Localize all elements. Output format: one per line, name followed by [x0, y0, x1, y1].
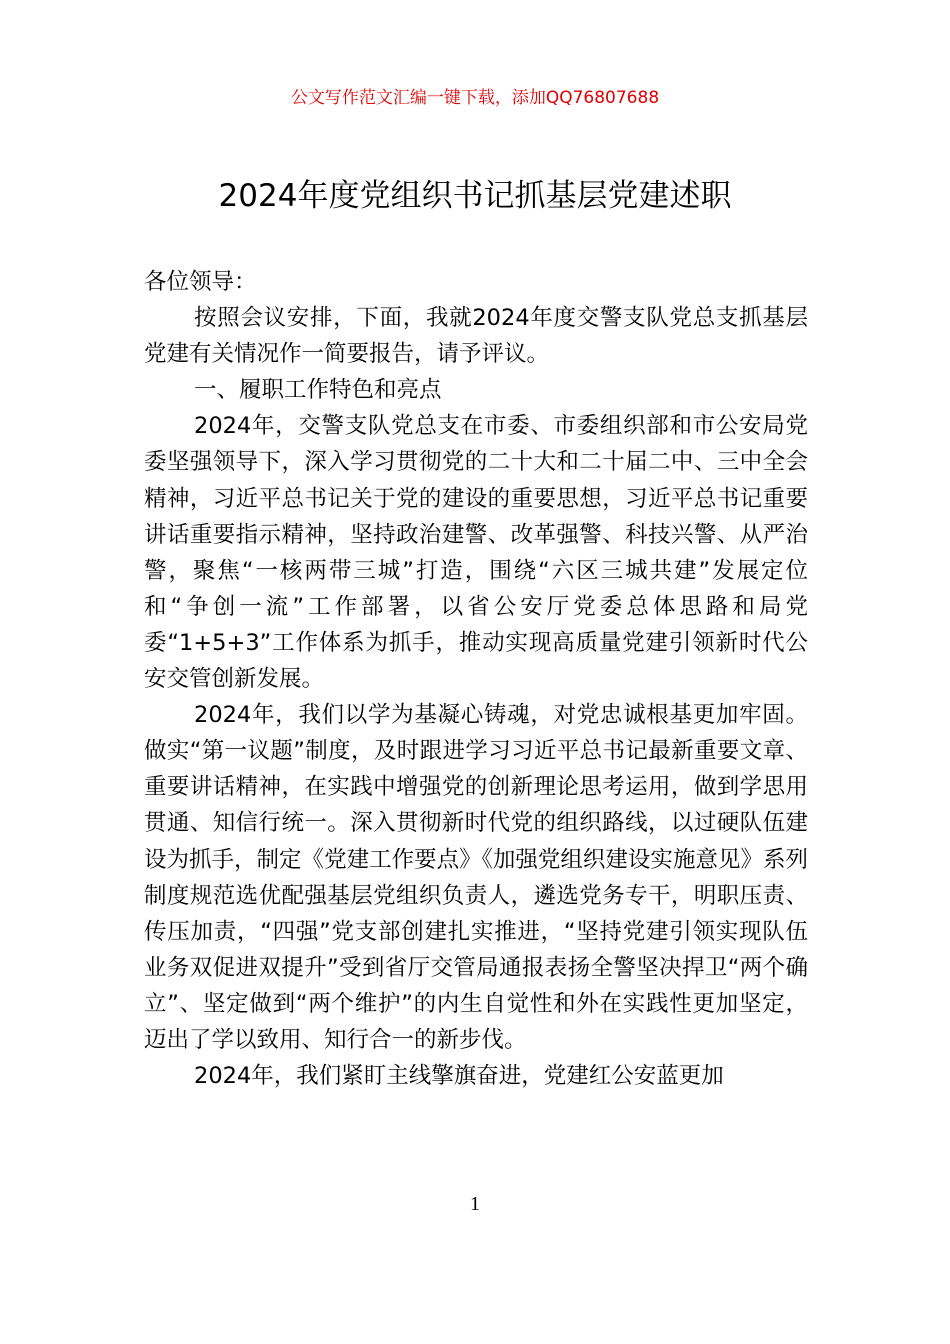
document-title: 2024年度党组织书记抓基层党建述职 — [218, 178, 732, 214]
paragraph: 2024年，我们紧盯主线擎旗奋进，党建红公安蓝更加 — [194, 1063, 724, 1090]
section-heading: 一、履职工作特色和亮点 — [194, 377, 442, 404]
document-body — [144, 264, 808, 1094]
watermark-banner: 公文写作范文汇编一键下载，添加QQ76807688 — [290, 88, 660, 108]
page-number: 1 — [470, 1193, 480, 1215]
paragraph: 2024年，我们以学为基凝心铸魂，对党忠诚根基更加牢固。做实“第一议题”制度，及时跟进学习习近平总书记最新重要文章、重要讲话精神，在实践中增强党的创新理论思考运用，做到学思用贯通、知信行统一。深入贯彻新时代党的组织路线，以过硬队伍建设为抓手，制定《党建工作要点》《加强党组织建设实施意见》系列制度规范选优配强基层党组织负责人，遴选党务专干，明职压责、传压加责，“四强”党支部创建扎实推进，“坚持党建引领实现队伍业务双促进双提升”受到省厅交管局通报表扬全警坚决捍卫“两个确立”、坚定做到“两个维护”的内生自觉性和外在实践性更加坚定，迈出了学以致用、知行合一的新步伐。 — [144, 702, 808, 1053]
paragraph-intro: 按照会议安排，下面，我就2024年度交警支队党总支抓基层党建有关情况作一简要报告，请予评议。 — [144, 305, 808, 368]
salutation: 各位领导： — [144, 269, 257, 295]
paragraph: 2024年，交警支队党总支在市委、市委组织部和市公安局党委坚强领导下，深入学习贯彻党的二十大和二十届二中、三中全会精神，习近平总书记关于党的建设的重要思想，习近平总书记重要讲话重要指示精神，坚持政治建警、改革强警、科技兴警、从严治警，聚焦“一核两带三城”打造，围绕“六区三城共建”发展定位和“争创一流”工作部署，以省公安厅党委总体思路和局党委“1+5+3”工作体系为抓手，推动实现高质量党建引领新时代公安交管创新发展。 — [144, 413, 808, 693]
